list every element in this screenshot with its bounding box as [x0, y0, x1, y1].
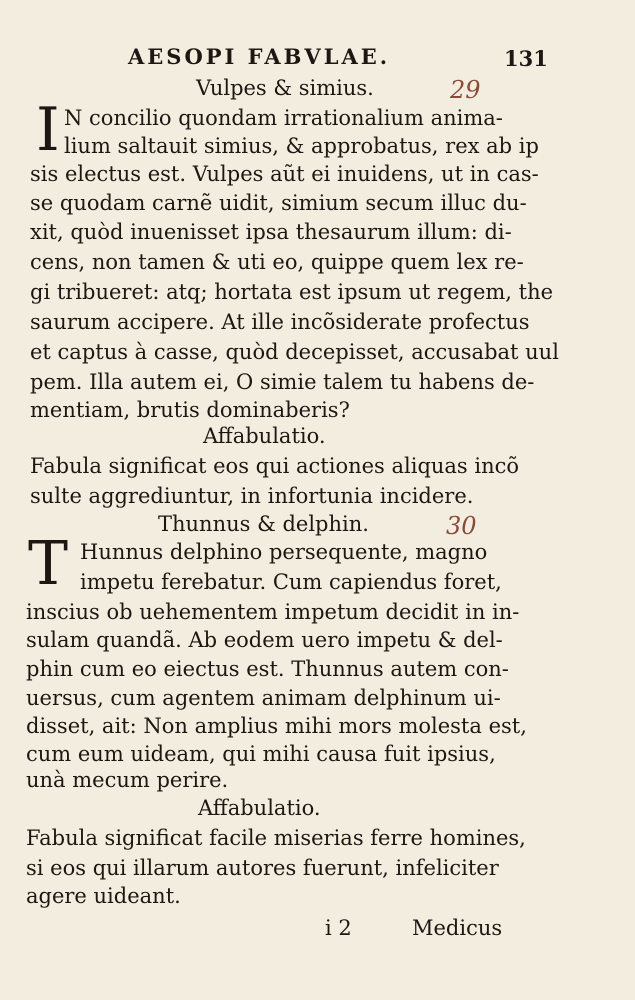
text-line: Fabula significat eos qui actiones aliquas incõ	[30, 454, 520, 478]
drop-initial: T	[28, 529, 69, 599]
text-line: se quodam carnẽ uidit, simium secum illuc du-	[30, 191, 527, 215]
text-line: agere uideant.	[26, 884, 181, 908]
text-line: cum eum uideam, qui mihi causa fuit ipsius,	[26, 742, 496, 766]
fable-title: Vulpes & simius.	[196, 76, 374, 100]
text-line: impetu ferebatur. Cum capiendus foret,	[80, 570, 502, 594]
text-line: phin cum eo eiectus est. Thunnus autem con-	[26, 657, 509, 681]
text-line: sulam quandã. Ab eodem uero impetu & del-	[26, 628, 503, 652]
text-line: lium saltauit simius, & approbatus, rex ab ip	[64, 134, 539, 158]
marginal-number: 30	[446, 512, 477, 540]
running-head: AESOPI FABVLAE.	[128, 44, 391, 69]
text-line: Fabula significat facile miserias ferre homines,	[26, 826, 526, 850]
signature-mark: i 2	[325, 916, 352, 940]
fable-title: Thunnus & delphin.	[158, 512, 369, 536]
marginal-number: 29	[450, 76, 481, 104]
text-line: sulte aggrediuntur, in infortunia incidere.	[30, 484, 474, 508]
moral-heading: Affabulatio.	[203, 424, 326, 448]
text-line: pem. Illa autem ei, O simie talem tu habens de-	[30, 370, 535, 394]
drop-initial: I	[36, 95, 60, 165]
text-line: saurum accipere. At ille incõsiderate profectus	[30, 310, 530, 334]
text-line: cens, non tamen & uti eo, quippe quem lex re-	[30, 250, 524, 274]
text-line: gi tribueret: atq; hortata est ipsum ut regem, the	[30, 280, 554, 304]
text-line: uersus, cum agentem animam delphinum ui-	[26, 686, 501, 710]
text-line: inscius ob uehementem impetum decidit in in-	[26, 600, 520, 624]
text-line: Hunnus delphino persequente, magno	[80, 540, 488, 564]
text-line: N concilio quondam irrationalium anima-	[64, 106, 503, 130]
moral-heading: Affabulatio.	[198, 796, 321, 820]
text-line: xit, quòd inuenisset ipsa thesaurum illum: di-	[30, 220, 512, 244]
text-line: et captus à casse, quòd decepisset, accusabat uul	[30, 340, 559, 364]
folio-number: 131	[504, 46, 548, 71]
text-line: si eos qui illarum autores fuerunt, infeliciter	[26, 856, 499, 880]
catchword: Medicus	[412, 916, 503, 940]
text-line: mentiam, brutis dominaberis?	[30, 398, 350, 422]
text-line: disset, ait: Non amplius mihi mors molesta est,	[26, 714, 527, 738]
text-line: unà mecum perire.	[26, 768, 229, 792]
text-line: sis electus est. Vulpes aũt ei inuidens, ut in cas-	[30, 162, 539, 186]
